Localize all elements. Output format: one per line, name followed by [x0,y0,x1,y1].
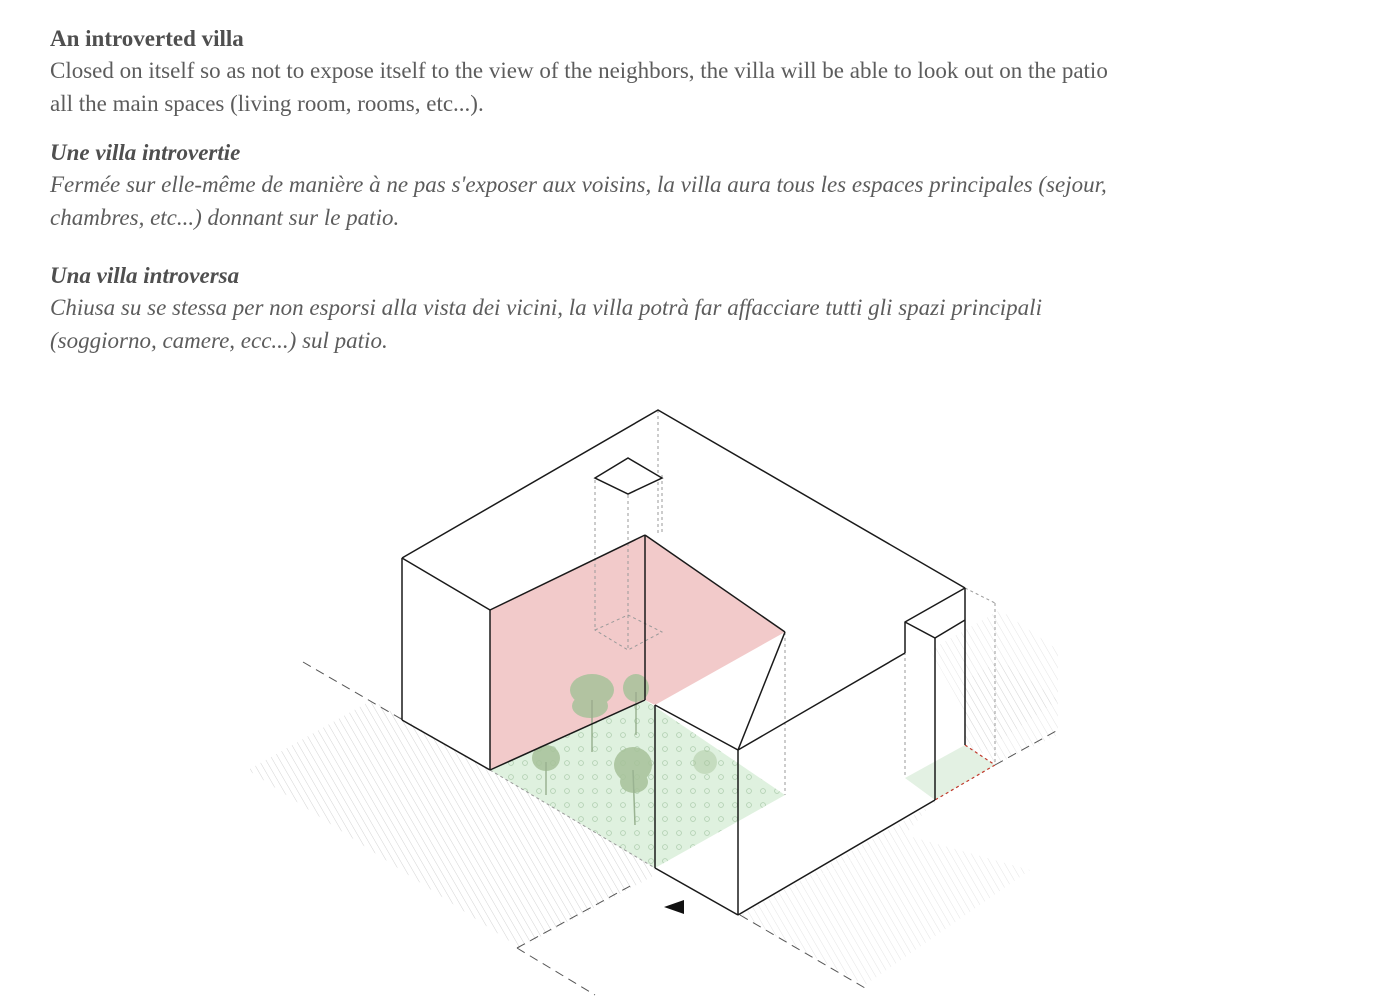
heading-french: Une villa introvertie [50,140,241,165]
paragraph-english: Closed on itself so as not to expose itself to the view of the neighbors, the villa will be able to look out on the patio all the main spaces (living room, rooms, etc...). [50,58,1108,116]
tree-5 [693,750,717,774]
patio-wall-back [645,535,785,705]
section-french [50,138,1110,234]
paragraph-italian: Chiusa su se stessa per non esporsi alla vista dei vicini, la villa potrà far affacciare tutti gli spazi principali (soggiorno, camere, ecc...) sul patio. [50,295,1042,353]
villa-axonometric-diagram [0,380,1400,1000]
triangle-left-icon [664,900,684,914]
heading-italian: Una villa introversa [50,263,240,288]
skylight [595,458,662,494]
paragraph-french: Fermée sur elle-même de manière à ne pas s'exposer aux voisins, la villa aura tous les espaces principales (sejour, chambres, etc...) donnant sur le patio. [50,172,1107,230]
section-italian [50,261,1110,357]
section-english [50,24,1110,120]
heading-english: An introverted villa [50,26,244,51]
